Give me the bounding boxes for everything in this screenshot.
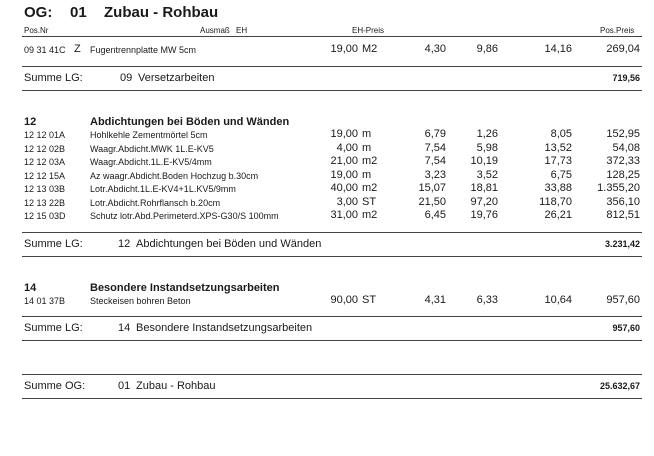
sum-title: Versetzarbeiten <box>138 72 215 84</box>
og-sum-divider-bottom <box>22 398 642 399</box>
pos-quantity: 31,00 <box>330 209 358 221</box>
pos-unit: M2 <box>362 43 378 55</box>
og-title: Zubau - Rohbau <box>104 4 219 21</box>
og-number: 01 <box>70 4 87 21</box>
pos-quantity: 19,00 <box>330 168 358 181</box>
pos-description: Waagr.Abdicht.1L.E-KV5/4mm <box>90 157 212 167</box>
pos-unit: m2 <box>362 182 378 194</box>
sum-title: Besondere Instandsetzungsarbeiten <box>136 322 313 334</box>
sum-label: Summe LG: <box>24 322 83 334</box>
section-number: 14 <box>24 282 37 294</box>
pos-description: Lotr.Abdicht.1L.E-KV4+1L.KV5/9mm <box>90 184 236 194</box>
pos-total: 372,33 <box>606 155 640 167</box>
pos-unit: m <box>362 141 372 154</box>
pos-number: 12 12 02B <box>24 143 66 154</box>
pos-total: 128,25 <box>606 168 640 181</box>
pos-price-1: 6,45 <box>424 209 446 221</box>
sum-number: 12 <box>118 238 131 250</box>
pos-unit: m <box>362 168 372 181</box>
pos-number: 14 01 37B <box>24 296 66 306</box>
pos-price-2: 18,81 <box>470 182 498 194</box>
pos-price-3: 13,52 <box>544 141 572 154</box>
section-title: Besondere Instandsetzungsarbeiten <box>90 282 280 294</box>
sum-label: Summe LG: <box>24 72 83 84</box>
sum-title: Abdichtungen bei Böden und Wänden <box>136 238 322 250</box>
header-divider <box>22 36 642 37</box>
pos-number: 12 15 03D <box>24 211 66 221</box>
pos-quantity: 19,00 <box>330 43 358 55</box>
pos-quantity: 3,00 <box>336 195 358 208</box>
col-header-ehpreis: EH-Preis <box>352 26 385 35</box>
pos-price-3: 26,21 <box>544 209 572 221</box>
pos-total: 54,08 <box>612 141 640 154</box>
pos-unit: m <box>362 128 372 140</box>
pos-total: 152,95 <box>606 128 640 140</box>
pos-description: Waagr.Abdicht.MWK 1L.E-KV5 <box>90 143 214 154</box>
pos-flag: Z <box>74 43 81 55</box>
sum-divider-top <box>22 232 642 233</box>
pos-unit: ST <box>362 195 377 208</box>
pos-description: Steckeisen bohren Beton <box>90 296 191 306</box>
pos-price-3: 8,05 <box>550 128 572 140</box>
col-header-pospreis: Pos.Preis <box>600 26 635 35</box>
pos-quantity: 4,00 <box>336 141 358 154</box>
pos-quantity: 90,00 <box>330 294 358 306</box>
pos-unit: m2 <box>362 209 378 221</box>
pos-price-2: 10,19 <box>470 155 498 167</box>
pos-price-3: 118,70 <box>539 195 572 208</box>
pos-price-2: 97,20 <box>470 195 498 208</box>
pos-description: Schutz lotr.Abd.Perimeterd.XPS-G30/S 100mm <box>90 211 279 221</box>
pos-price-1: 3,23 <box>424 168 446 181</box>
pos-number: 12 12 01A <box>24 130 66 140</box>
pos-number: 09 31 41C <box>24 45 66 55</box>
col-header-ausmass: Ausmaß <box>200 26 230 35</box>
pos-price-1: 6,79 <box>424 128 446 140</box>
pos-price-2: 19,76 <box>470 209 498 221</box>
pos-price-1: 4,30 <box>424 43 446 55</box>
pos-quantity: 21,00 <box>330 155 358 167</box>
section-title: Abdichtungen bei Böden und Wänden <box>90 116 290 128</box>
og-sum-title: Zubau - Rohbau <box>136 380 216 392</box>
pos-price-2: 6,33 <box>476 294 498 306</box>
col-header-posnr: Pos.Nr <box>24 26 49 35</box>
pos-description: Fugentrennplatte MW 5cm <box>90 45 197 55</box>
sum-number: 14 <box>118 322 131 334</box>
sum-total: 3.231,42 <box>604 239 640 249</box>
pos-total: 812,51 <box>606 209 640 221</box>
sum-divider-top <box>22 66 642 67</box>
sum-number: 09 <box>120 72 133 84</box>
pos-price-1: 7,54 <box>424 155 446 167</box>
col-header-eh: EH <box>236 26 248 35</box>
pos-description: Lotr.Abdicht.Rohrflansch b.20cm <box>90 197 221 208</box>
pos-price-3: 14,16 <box>544 43 572 55</box>
pos-total: 1.355,20 <box>597 182 640 194</box>
og-sum-total: 25.632,67 <box>599 381 640 391</box>
og-sum-label: Summe OG: <box>24 380 86 392</box>
pos-total: 957,60 <box>606 294 640 306</box>
pos-quantity: 19,00 <box>330 128 358 140</box>
pos-unit: ST <box>362 294 377 306</box>
sum-divider-top <box>22 316 642 317</box>
pos-description: Az waagr.Abdicht.Boden Hochzug b.30cm <box>90 170 259 181</box>
pos-price-1: 7,54 <box>424 141 446 154</box>
sum-total: 957,60 <box>612 323 640 333</box>
pos-price-2: 9,86 <box>476 43 498 55</box>
pos-number: 12 12 03A <box>24 157 66 167</box>
og-sum-divider-top <box>22 374 642 375</box>
pos-description: Hohlkehle Zementmörtel 5cm <box>90 130 208 140</box>
sum-divider-bottom <box>22 256 642 257</box>
sum-divider-bottom <box>22 90 642 91</box>
pos-number: 12 12 15A <box>24 170 66 181</box>
pos-total: 269,04 <box>606 43 640 55</box>
sum-divider-bottom <box>22 340 642 341</box>
section-number: 12 <box>24 116 37 128</box>
pos-price-2: 5,98 <box>476 141 498 154</box>
pos-total: 356,10 <box>606 195 640 208</box>
og-label: OG: <box>24 4 53 21</box>
pos-quantity: 40,00 <box>330 182 358 194</box>
og-sum-number: 01 <box>118 380 131 392</box>
pos-price-1: 4,31 <box>424 294 446 306</box>
pos-price-3: 6,75 <box>550 168 572 181</box>
pos-unit: m2 <box>362 155 378 167</box>
pos-number: 12 13 03B <box>24 184 66 194</box>
pos-price-3: 10,64 <box>544 294 572 306</box>
pos-number: 12 13 22B <box>24 197 66 208</box>
pos-price-2: 1,26 <box>476 128 498 140</box>
pos-price-1: 21,50 <box>418 195 446 208</box>
sum-total: 719,56 <box>612 73 640 83</box>
pos-price-3: 33,88 <box>544 182 572 194</box>
pos-price-1: 15,07 <box>418 182 446 194</box>
pos-price-3: 17,73 <box>544 155 572 167</box>
sum-label: Summe LG: <box>24 238 83 250</box>
pos-price-2: 3,52 <box>476 168 498 181</box>
